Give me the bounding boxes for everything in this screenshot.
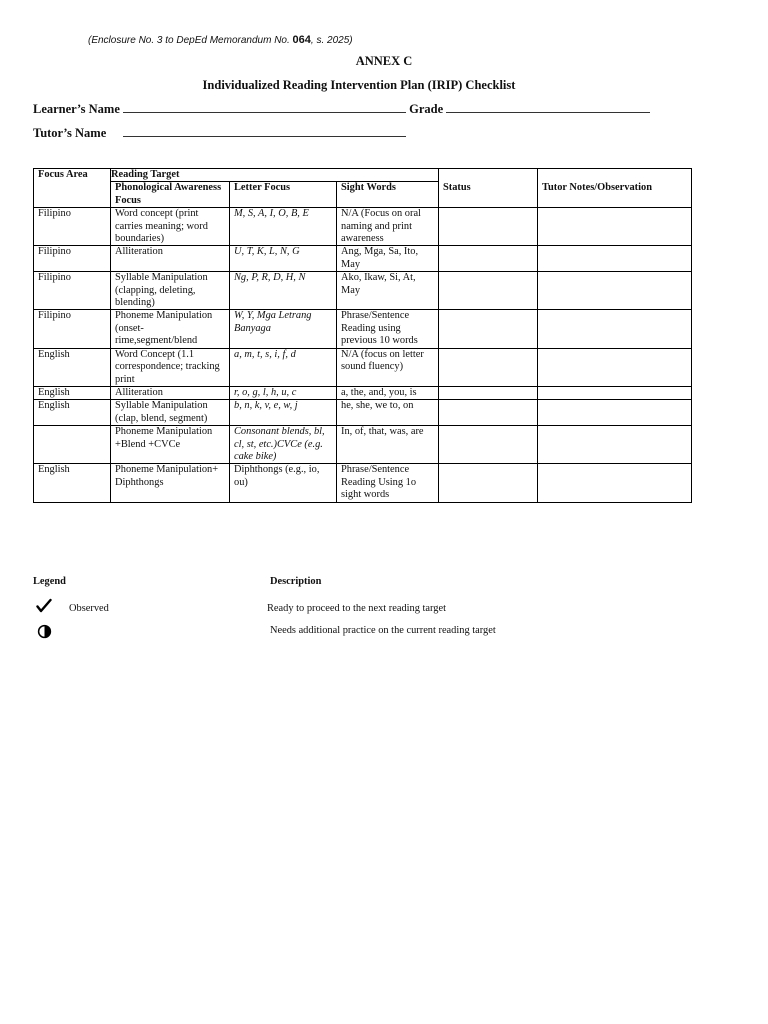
letter-focus-cell: W, Y, Mga Letrang Banyaga bbox=[230, 310, 337, 348]
status-header: Status bbox=[439, 182, 538, 208]
tutor-name-label: Tutor’s Name bbox=[33, 126, 107, 140]
focus-area-cell: English bbox=[34, 386, 111, 399]
notes-cell[interactable] bbox=[538, 208, 692, 246]
legend-observed-description: Ready to proceed to the next reading target bbox=[267, 603, 446, 614]
enclosure-prefix: (Enclosure No. 3 to DepEd Memorandum No. bbox=[88, 35, 293, 46]
table-row bbox=[34, 400, 692, 426]
notes-header: Tutor Notes/Observation bbox=[538, 182, 692, 208]
notes-cell[interactable] bbox=[538, 400, 692, 426]
status-cell[interactable] bbox=[439, 310, 538, 348]
table-row bbox=[34, 246, 692, 272]
phonological-cell: Syllable Manipulation (clap, blend, segment) bbox=[111, 400, 230, 426]
learner-grade-line bbox=[33, 100, 650, 117]
status-cell[interactable] bbox=[439, 386, 538, 399]
notes-cell[interactable] bbox=[538, 426, 692, 464]
table-header-row-2 bbox=[34, 182, 692, 208]
reading-target-header: Reading Target bbox=[111, 169, 439, 182]
irip-checklist-table bbox=[33, 168, 692, 503]
table-row bbox=[34, 464, 692, 502]
status-cell[interactable] bbox=[439, 246, 538, 272]
focus-area-cell bbox=[34, 426, 111, 464]
phonological-cell: Word concept (print carries meaning; word boundaries) bbox=[111, 208, 230, 246]
sight-words-cell: N/A (Focus on oral naming and print awareness bbox=[337, 208, 439, 246]
letter-focus-cell: r, o, g, l, h, u, c bbox=[230, 386, 337, 399]
letter-focus-cell: a, m, t, s, i, f, d bbox=[230, 348, 337, 386]
table-row bbox=[34, 386, 692, 399]
legend-observed-label: Observed bbox=[69, 603, 109, 614]
learner-name-label: Learner’s Name bbox=[33, 102, 120, 116]
notes-cell[interactable] bbox=[538, 310, 692, 348]
grade-blank[interactable] bbox=[446, 100, 650, 113]
focus-area-cell: Filipino bbox=[34, 272, 111, 310]
sight-words-cell: he, she, we to, on bbox=[337, 400, 439, 426]
table-row bbox=[34, 272, 692, 310]
phonological-cell: Phoneme Manipulation +Blend +CVCe bbox=[111, 426, 230, 464]
table-row bbox=[34, 208, 692, 246]
focus-area-cell: Filipino bbox=[34, 208, 111, 246]
phonological-cell: Phoneme Manipulation (onset-rime,segment/blend bbox=[111, 310, 230, 348]
annex-label: ANNEX C bbox=[355, 54, 413, 68]
letter-focus-cell: Ng, P, R, D, H, N bbox=[230, 272, 337, 310]
checkmark-icon bbox=[36, 598, 52, 614]
sight-words-cell: In, of, that, was, are bbox=[337, 426, 439, 464]
memo-number: 064 bbox=[292, 34, 311, 46]
phonological-cell: Phoneme Manipulation+ Diphthongs bbox=[111, 464, 230, 502]
notes-header-top bbox=[538, 169, 692, 182]
phonological-cell: Syllable Manipulation (clapping, deleting, blending) bbox=[111, 272, 230, 310]
tutor-line bbox=[33, 124, 406, 141]
description-header: Description bbox=[270, 576, 322, 587]
phonological-cell: Alliteration bbox=[111, 246, 230, 272]
table-row bbox=[34, 310, 692, 348]
tutor-name-blank[interactable] bbox=[123, 124, 406, 137]
status-cell[interactable] bbox=[439, 400, 538, 426]
table-row bbox=[34, 426, 692, 464]
status-cell[interactable] bbox=[439, 208, 538, 246]
notes-cell[interactable] bbox=[538, 246, 692, 272]
letter-focus-header: Letter Focus bbox=[230, 182, 337, 208]
sight-words-cell: N/A (focus on letter sound fluency) bbox=[337, 348, 439, 386]
status-cell[interactable] bbox=[439, 464, 538, 502]
status-cell[interactable] bbox=[439, 426, 538, 464]
focus-area-cell: Filipino bbox=[34, 310, 111, 348]
status-cell[interactable] bbox=[439, 348, 538, 386]
letter-focus-cell: M, S, A, I, O, B, E bbox=[230, 208, 337, 246]
enclosure-note bbox=[88, 34, 353, 46]
sight-words-header: Sight Words bbox=[337, 182, 439, 208]
focus-area-cell: English bbox=[34, 400, 111, 426]
phonological-cell: Word Concept (1.1 correspondence; tracking print bbox=[111, 348, 230, 386]
learner-name-blank[interactable] bbox=[123, 100, 406, 113]
notes-cell[interactable] bbox=[538, 464, 692, 502]
legend-practice-description: Needs additional practice on the current reading target bbox=[270, 625, 496, 636]
table-header-row-1 bbox=[34, 169, 692, 182]
letter-focus-cell: Consonant blends, bl, cl, st, etc.)CVCe (e.g. cake bike) bbox=[230, 426, 337, 464]
grade-label: Grade bbox=[409, 102, 444, 116]
sight-words-cell: Ang, Mga, Sa, Ito, May bbox=[337, 246, 439, 272]
phonological-cell: Alliteration bbox=[111, 386, 230, 399]
notes-cell[interactable] bbox=[538, 348, 692, 386]
letter-focus-cell: U, T, K, L, N, G bbox=[230, 246, 337, 272]
focus-area-cell: English bbox=[34, 464, 111, 502]
table-row bbox=[34, 348, 692, 386]
phonological-header: Phonological Awareness Focus bbox=[111, 182, 230, 208]
sight-words-cell: a, the, and, you, is bbox=[337, 386, 439, 399]
focus-area-header: Focus Area bbox=[34, 169, 111, 208]
sight-words-cell: Phrase/Sentence Reading using previous 10 words bbox=[337, 310, 439, 348]
enclosure-suffix: , s. 2025) bbox=[310, 35, 353, 46]
page-title: Individualized Reading Intervention Plan (IRIP) Checklist bbox=[202, 78, 516, 92]
focus-area-cell: English bbox=[34, 348, 111, 386]
notes-cell[interactable] bbox=[538, 272, 692, 310]
legend-header: Legend bbox=[33, 576, 66, 587]
half-circle-icon bbox=[37, 624, 52, 639]
status-header-top bbox=[439, 169, 538, 182]
letter-focus-cell: Diphthongs (e.g., io, ou) bbox=[230, 464, 337, 502]
letter-focus-cell: b, n, k, v, e, w, j bbox=[230, 400, 337, 426]
sight-words-cell: Phrase/Sentence Reading Using 1o sight words bbox=[337, 464, 439, 502]
notes-cell[interactable] bbox=[538, 386, 692, 399]
status-cell[interactable] bbox=[439, 272, 538, 310]
focus-area-cell: Filipino bbox=[34, 246, 111, 272]
sight-words-cell: Ako, Ikaw, Si, At, May bbox=[337, 272, 439, 310]
